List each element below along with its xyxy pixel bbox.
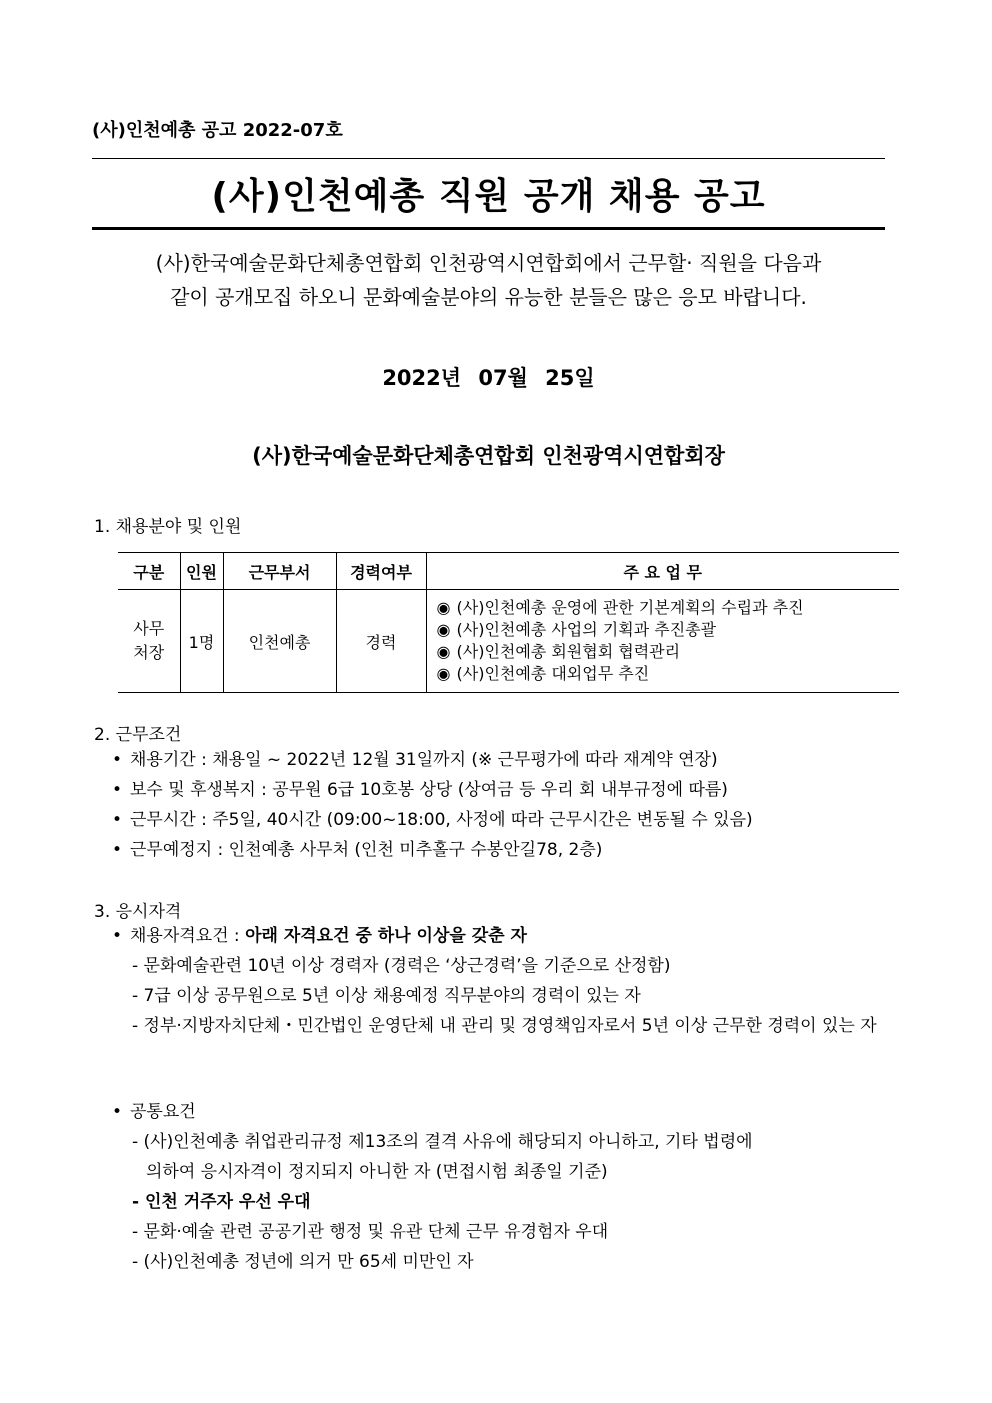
list-item: - 7급 이상 공무원으로 5년 이상 채용예정 직무분야의 경력이 있는 자 (132, 986, 641, 1006)
list-item (112, 835, 902, 865)
list-item: - (사)인천예총 취업관리규정 제13조의 결격 사유에 해당되지 아니하고, 기타 법령에 (132, 1132, 753, 1152)
common-requirements-list (112, 1097, 902, 1277)
duty-text: (사)인천예총 회원협회 협력관리 (456, 642, 681, 661)
conditions-list (112, 745, 902, 865)
bullet-icon: • (112, 840, 123, 860)
table-header-cell: 경력여부 (336, 553, 426, 590)
page-title: (사)인천예총 직원 공개 채용 공고 (211, 176, 766, 217)
list-item (112, 805, 902, 835)
recruitment-table (118, 552, 899, 693)
condition-text: 채용기간 : 채용일 ~ 2022년 12월 31일까지 (※ 근무평가에 따라 재계약 연장) (130, 750, 718, 770)
intro-line-1: (사)한국예술문화단체총연합회 인천광역시연합회에서 근무할· 직원을 다음과 (155, 251, 822, 275)
qualification-list (112, 921, 902, 1041)
qualification-label: 채용자격요건 : (130, 926, 246, 946)
notice-date: 2022년 07월 25일 (382, 366, 595, 390)
category-line-2: 처장 (133, 643, 165, 662)
list-item: - 문화·예술 관련 공공기관 행정 및 유관 단체 근무 유경험자 우대 (132, 1222, 609, 1242)
bullet-icon: • (112, 810, 123, 830)
list-item (112, 775, 902, 805)
section-heading-recruitment: 1. 채용분야 및 인원 (94, 517, 242, 537)
table-header-cell: 구분 (118, 553, 180, 590)
list-item (112, 921, 902, 951)
condition-text: 보수 및 후생복지 : 공무원 6급 10호봉 상당 (상여금 등 우리 회 내부규정에 따름) (130, 780, 728, 800)
qualification-emphasis: 아래 자격요건 중 하나 이상을 갖춘 자 (245, 926, 527, 946)
bullet-icon: ◉ (436, 598, 451, 617)
bullet-icon: • (112, 1102, 123, 1122)
section-heading-qualifications: 3. 응시자격 (94, 902, 182, 922)
common-label: 공통요건 (130, 1102, 196, 1122)
qualification-sublist (112, 951, 902, 1041)
list-item: - 문화예술관련 10년 이상 경력자 (경력은 ‘상근경력’을 기준으로 산정함) (132, 956, 671, 976)
section-heading-conditions: 2. 근무조건 (94, 725, 182, 745)
notice-number: (사)인천예총 공고 2022-07호 (92, 120, 343, 141)
duty-text: (사)인천예총 사업의 기획과 추진총괄 (456, 620, 717, 639)
list-item: - 정부·지방자치단체・민간법인 운영단체 내 관리 및 경영책임자로서 5년 이상 근무한 경력이 있는 자 (132, 1016, 877, 1036)
category-cell (118, 590, 180, 693)
top-divider (92, 158, 885, 159)
table-header-cell: 근무부서 (223, 553, 336, 590)
table-row (118, 590, 899, 693)
common-sublist (112, 1127, 902, 1277)
duty-item (437, 663, 900, 685)
table-header-cell: 인원 (180, 553, 223, 590)
list-item: - 인천 거주자 우선 우대 (132, 1192, 311, 1212)
bullet-icon: • (112, 750, 123, 770)
condition-text: 근무예정지 : 인천예총 사무처 (인천 미추홀구 수봉안길78, 2층) (130, 840, 603, 860)
list-item-continuation: 의하여 응시자격이 정지되지 아니한 자 (면접시험 최종일 기준) (146, 1162, 608, 1182)
intro-line-2: 같이 공개모집 하오니 문화예술분야의 유능한 분들은 많은 응모 바랍니다. (170, 285, 807, 309)
intro-paragraph (92, 246, 885, 314)
bullet-icon: ◉ (436, 664, 451, 683)
duties-cell (426, 590, 899, 693)
duty-item (437, 597, 900, 619)
duty-text: (사)인천예총 대외업무 추진 (456, 664, 650, 683)
bullet-icon: • (112, 926, 123, 946)
duty-item (437, 619, 900, 641)
duty-item (437, 641, 900, 663)
issuing-organization: (사)한국예술문화단체총연합회 인천광역시연합회장 (252, 444, 725, 468)
duty-text: (사)인천예총 운영에 관한 기본계획의 수립과 추진 (456, 598, 804, 617)
list-item: - (사)인천예총 정년에 의거 만 65세 미만인 자 (132, 1252, 474, 1272)
table-header-row (118, 553, 899, 590)
bullet-icon: • (112, 780, 123, 800)
table-header-cell: 주 요 업 무 (426, 553, 899, 590)
department-cell: 인천예총 (223, 590, 336, 693)
category-line-1: 사무 (133, 619, 165, 638)
bullet-icon: ◉ (436, 642, 451, 661)
list-item (112, 1097, 902, 1127)
title-divider (92, 227, 885, 230)
headcount-cell: 1명 (180, 590, 223, 693)
bullet-icon: ◉ (436, 620, 451, 639)
list-item (112, 745, 902, 775)
condition-text: 근무시간 : 주5일, 40시간 (09:00~18:00, 사정에 따라 근무시간은 변동될 수 있음) (130, 810, 753, 830)
experience-cell: 경력 (336, 590, 426, 693)
